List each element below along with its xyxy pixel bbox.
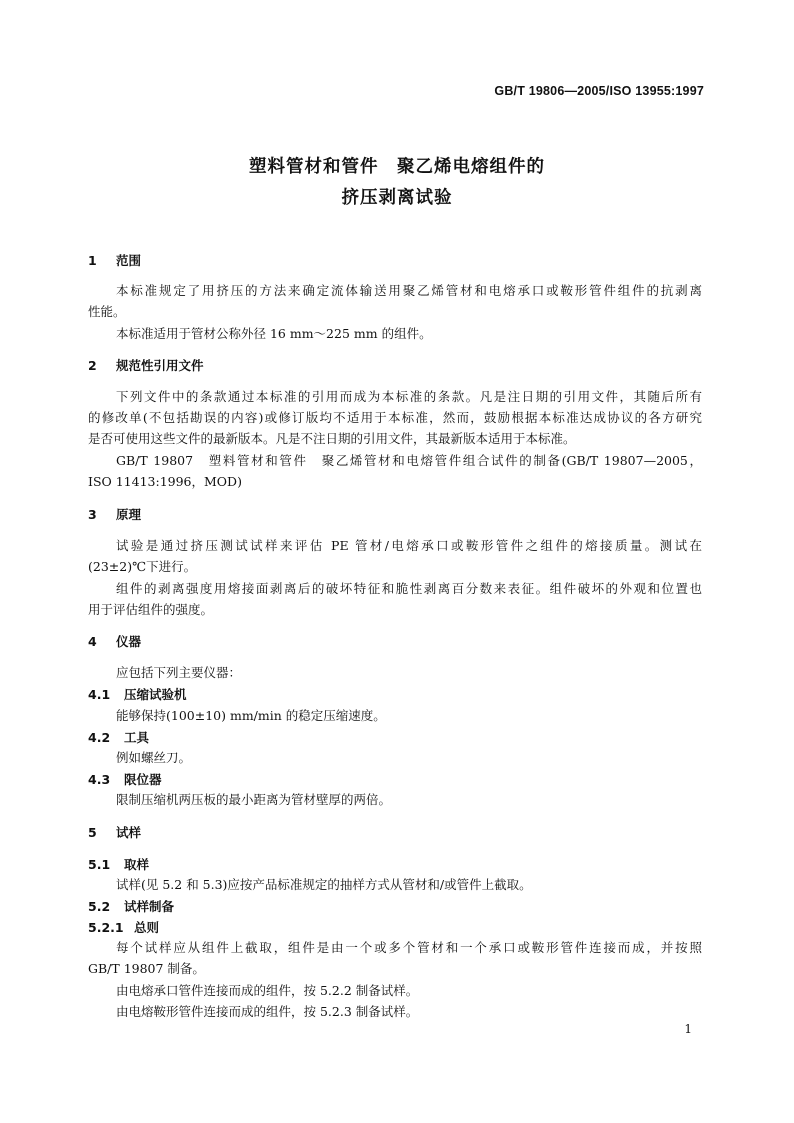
paragraph: 试验是通过挤压测试试样来评估 PE 管材/电熔承口或鞍形管件之组件的熔接质量。测试在 [116, 538, 702, 553]
subsection-5-1-heading [88, 855, 149, 873]
section-title: 范围 [116, 253, 142, 268]
paragraph: 本标准规定了用挤压的方法来确定流体输送用聚乙烯管材和电熔承口或鞍形管件组件的抗剥离 [116, 283, 702, 298]
section-1-heading [88, 251, 141, 269]
section-title: 总则 [134, 920, 160, 935]
section-title: 试样制备 [124, 899, 175, 914]
paragraph: 试样(见 5.2 和 5.3)应按产品标准规定的抽样方式从管材和/或管件上截取。 [116, 877, 532, 892]
section-2-heading [88, 356, 204, 374]
section-number: 4 [88, 634, 97, 649]
section-number: 4.2 [88, 730, 111, 745]
section-number: 1 [88, 253, 97, 268]
paragraph: GB/T 19807 制备。 [88, 961, 205, 976]
section-number: 3 [88, 507, 97, 522]
paragraph: 由电熔鞍形管件连接而成的组件，按 5.2.3 制备试样。 [116, 1004, 419, 1019]
section-title: 原理 [116, 507, 142, 522]
section-number: 5 [88, 825, 97, 840]
reference-entry: GB/T 19807 塑料管材和管件 聚乙烯管材和电熔管件组合试件的制备(GB/T 19807—2005， [116, 453, 702, 468]
section-number: 5.1 [88, 857, 111, 872]
section-title: 取样 [124, 857, 150, 872]
document-title-line1: 塑料管材和管件 聚乙烯电熔组件的 [249, 157, 545, 177]
paragraph: 是否可使用这些文件的最新版本。凡是不注日期的引用文件，其最新版本适用于本标准。 [88, 431, 576, 446]
paragraph: 性能。 [88, 304, 126, 319]
section-number: 5.2.1 [88, 920, 124, 935]
paragraph: 例如螺丝刀。 [116, 750, 192, 765]
section-number: 5.2 [88, 899, 111, 914]
document-title-line2: 挤压剥离试验 [341, 188, 453, 208]
subsection-5-2-1-heading [88, 918, 159, 936]
subsection-4-1-heading [88, 685, 187, 703]
paragraph: 的修改单(不包括勘误的内容)或修订版均不适用于本标准，然而，鼓励根据本标准达成协议的各方研究 [88, 410, 702, 425]
paragraph: 由电熔承口管件连接而成的组件，按 5.2.2 制备试样。 [116, 983, 419, 998]
subsection-4-3-heading [88, 770, 162, 788]
section-number: 4.1 [88, 687, 111, 702]
subsection-5-2-heading [88, 897, 174, 915]
paragraph: (23±2)℃下进行。 [88, 559, 197, 574]
paragraph: 组件的剥离强度用熔接面剥离后的破坏特征和脆性剥离百分数来表征。组件破坏的外观和位置也 [116, 581, 702, 596]
section-title: 工具 [124, 730, 150, 745]
paragraph: 能够保持(100±10) mm/min 的稳定压缩速度。 [116, 708, 386, 723]
reference-entry: ISO 11413:1996，MOD) [88, 474, 242, 489]
paragraph: 每个试样应从组件上截取，组件是由一个或多个管材和一个承口或鞍形管件连接而成，并按照 [116, 940, 702, 955]
section-5-heading [88, 823, 141, 841]
paragraph: 应包括下列主要仪器： [116, 665, 242, 680]
section-title: 限位器 [124, 772, 162, 787]
section-title: 规范性引用文件 [116, 358, 204, 373]
paragraph: 限制压缩机两压板的最小距离为管材壁厚的两倍。 [116, 792, 392, 807]
section-number: 4.3 [88, 772, 111, 787]
paragraph: 用于评估组件的强度。 [88, 602, 214, 617]
paragraph: 本标准适用于管材公称外径 16 mm～225 mm 的组件。 [116, 326, 432, 341]
section-title: 试样 [116, 825, 142, 840]
section-number: 2 [88, 358, 97, 373]
section-4-heading [88, 632, 141, 650]
page-number: 1 [684, 1022, 692, 1036]
standard-code: GB/T 19806—2005/ISO 13955:1997 [494, 84, 704, 98]
paragraph: 下列文件中的条款通过本标准的引用而成为本标准的条款。凡是注日期的引用文件，其随后所有 [116, 389, 702, 404]
subsection-4-2-heading [88, 728, 149, 746]
section-title: 仪器 [116, 634, 142, 649]
section-3-heading [88, 505, 141, 523]
section-title: 压缩试验机 [124, 687, 187, 702]
